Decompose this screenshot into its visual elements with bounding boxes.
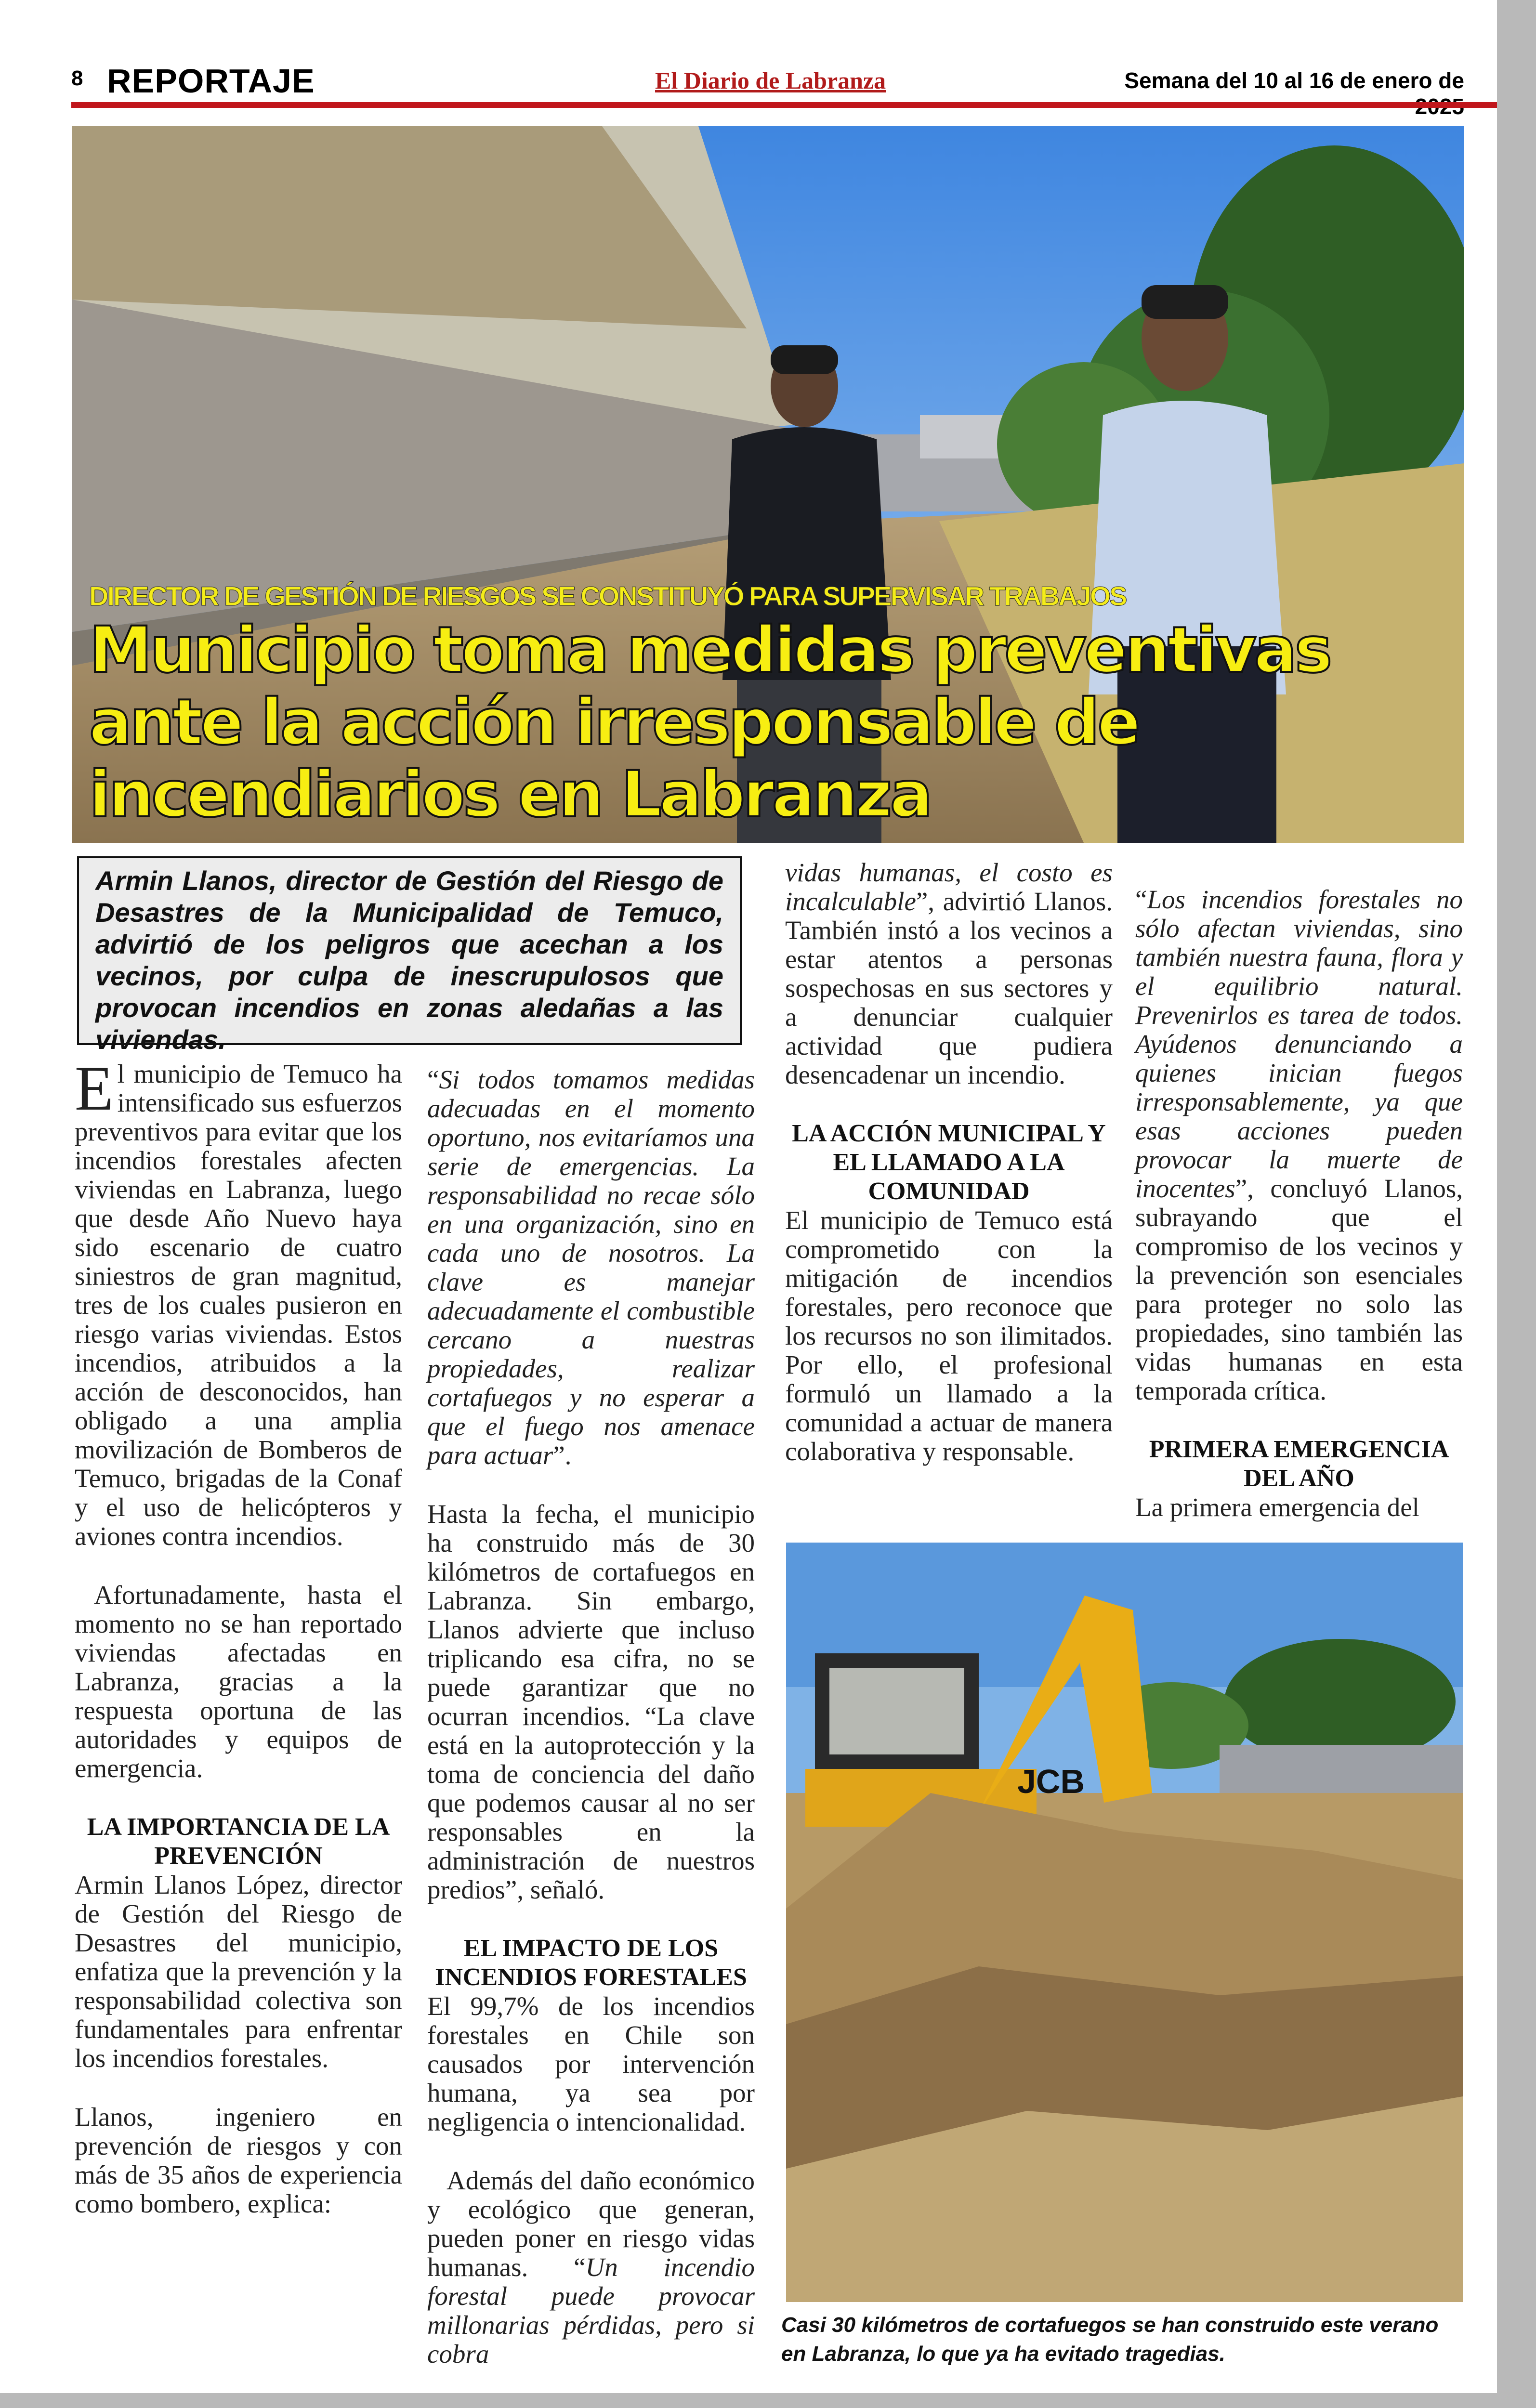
backhoe-brand: JCB [1017, 1763, 1085, 1800]
page-number: 8 [71, 66, 83, 90]
section-title: REPORTAJE [107, 62, 315, 100]
subheading: PRIMERA EMERGENCIA DEL AÑO [1149, 1436, 1449, 1492]
firebreak-photo [786, 1543, 1463, 2302]
header-rule [71, 102, 1497, 108]
article-column-4 [1135, 885, 1463, 1552]
masthead: El Diario de Labranza [655, 67, 886, 94]
article-headline [89, 614, 1390, 831]
quote-mark: ”. [553, 1440, 572, 1470]
paragraph: l municipio de Temuco ha intensificado sus esfuerzos preventivos para evitar que los incendios forestales afecten viviendas en Labranza, luego que desde Año Nuevo haya sido escenario de cuatro siniestros de gran magnitud, tres de los cuales pusieron en riesgo varias viviendas. Estos incendios, atribuidos a la acción de desconocidos, han obligado a una amplia movilización de Bomberos de Temuco, brigadas de la Conaf y el uso de helicópteros y aviones contra incendios. [75, 1059, 402, 1551]
paragraph: Llanos, ingeniero en prevención de riesgos y con más de 35 años de experiencia como bombero, explica: [75, 2102, 402, 2218]
dateline: Semana del 10 al 16 de enero de [1124, 68, 1464, 93]
paragraph: Además del daño económico y ecológico que generan, pueden poner en riesgo vidas humanas. “ [427, 2166, 755, 2282]
subheading: LA ACCIÓN MUNICIPAL Y EL LLAMADO A LA COMUNIDAD [792, 1120, 1106, 1205]
drop-cap: E [75, 1053, 114, 1124]
headline-line: incendiarios en Labranza [89, 758, 931, 832]
paragraph: El municipio de Temuco está comprometido con la mitigación de incendios forestales, pero reconoce que los recursos no son ilimitados. Por ello, el profesional formuló un llamado a la comunidad a actuar de manera colaborativa y responsable. [785, 1205, 1113, 1466]
subheading: LA IMPORTANCIA DE LA PREVENCIÓN [87, 1813, 390, 1870]
quote: Los incendios forestales no sólo afectan viviendas, sino también nuestra fauna, flora y el equilibrio natural. Prevenirlos es tarea de todos. Ayúdenos denunciando a quienes inician fuegos irresponsablemente, ya que esas acciones pueden provocar la muerte de inocentes [1135, 885, 1463, 1203]
paragraph: ”, advirtió Llanos. También instó a los vecinos a estar atentos a personas sospechosas en sus sectores y a denunciar cualquier actividad que pudiera desencadenar un incendio. [785, 887, 1113, 1089]
paragraph: El 99,7% de los incendios forestales en Chile son causados por intervención humana, ya sea por negligencia o intencionalidad. [427, 1991, 755, 2136]
article-column-3 [785, 858, 1113, 1496]
article-kicker: DIRECTOR DE GESTIÓN DE RIESGOS SE CONSTITUYÓ PARA SUPERVISAR TRABAJOS [89, 581, 1126, 611]
quote: vidas humanas, el costo es incalculable [785, 858, 1113, 916]
quote: Un incendio forestal puede provocar millonarias pérdidas, pero si cobra [427, 2252, 755, 2369]
headline-line: ante la acción irresponsable de [89, 685, 1138, 759]
paragraph: La primera emergencia del [1135, 1492, 1419, 1522]
paragraph: Armin Llanos López, director de Gestión del Riesgo de Desastres del municipio, enfatiza que la prevención y la responsabilidad colectiva son fundamentales para enfrentar los incendios forestales. [75, 1870, 402, 2073]
lead-box: Armin Llanos, director de Gestión del Riesgo de Desastres de la Municipalidad de Temuco, advirtió de los peligros que acechan a los vecinos, por culpa de inescrupulosos que provocan incendios en zonas aledañas a las viviendas. [77, 856, 742, 1045]
quote: Si todos tomamos medidas adecuadas en el momento oportuno, nos evitaríamos una serie de emergencias. La responsabilidad no recae sólo en una organización, sino en cada uno de nosotros. La clave es manejar adecuadamente el combustible cercano a nuestras propiedades, realizar cortafuegos y no esperar a que el fuego nos amenace para actuar [427, 1065, 755, 1470]
article-column-2 [427, 1065, 755, 2383]
subheading: EL IMPACTO DE LOS INCENDIOS FORESTALES [435, 1935, 747, 1991]
quote-mark: “ [427, 1065, 439, 1094]
paragraph: ”, concluyó Llanos, subrayando que el compromiso de los vecinos y la prevención son esenciales para proteger no solo las propiedades, sino también las vidas humanas en esta temporada crítica. [1135, 1174, 1463, 1405]
paragraph: Afortunadamente, hasta el momento no se han reportado viviendas afectadas en Labranza, gracias a la respuesta oportuna de las autoridades y equipos de emergencia. [75, 1580, 402, 1783]
article-column-1 [75, 1053, 402, 2248]
quote-mark: “ [1135, 885, 1147, 914]
paragraph: Hasta la fecha, el municipio ha construido más de 30 kilómetros de cortafuegos en Labranza. Sin embargo, Llanos advierte que incluso triplicando esa cifra, no se puede garantizar que no ocurran incendios. “La clave está en la autoprotección y la toma de conciencia del daño que podemos causar al no ser responsables en la administración de nuestros predios”, señaló. [427, 1499, 755, 1904]
headline-line: Municipio toma medidas preventivas [89, 613, 1330, 687]
photo-caption: Casi 30 kilómetros de cortafuegos se han construido este verano en Labranza, lo que ya ha evitado tragedias. [781, 2313, 1439, 2366]
